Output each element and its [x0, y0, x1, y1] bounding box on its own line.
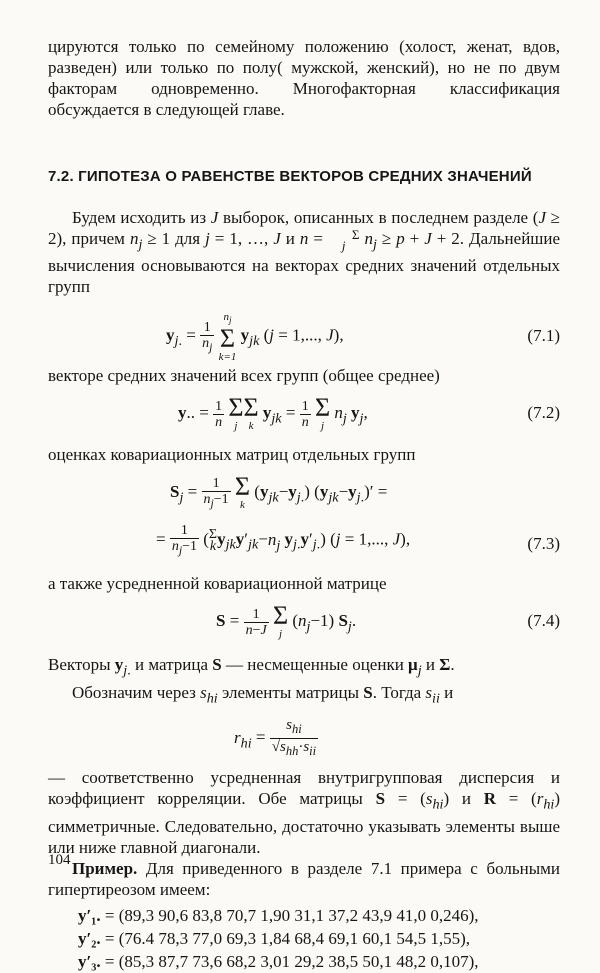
paragraph-7: — соответственно усредненная внутригрупповая дисперсия и коэффициент корреляции. Обе матрицы $S = (s_{hi})$ и $R = (r_{hi})$ симметричные. Следовательно, достаточно указывать элементы выше или ниже главной диагонали. — [48, 768, 561, 857]
vector-row: y′₃. = (85,3 87,7 73,6 68,2 3,01 29,2 38,5 50,1 48,2 0,107), — [78, 951, 479, 971]
vector-list — [48, 904, 560, 973]
correlation-formula: $r_{hi}$ = $\frac{s_{hi}}{√s_{hh}\cdot s_{ii}}$ — [234, 717, 317, 759]
paragraph-2: векторе средних значений всех групп (общее среднее) — [48, 366, 440, 386]
vector-row: y′₂. = (76.4 78,3 77,0 69,3 1,84 68,4 69,1 60,1 54,5 1,55), — [78, 928, 471, 948]
section-heading: 7.2. ГИПОТЕЗА О РАВЕНСТВЕ ВЕКТОРОВ СРЕДНИХ ЗНАЧЕНИЙ — [48, 168, 532, 185]
equation-number: (7.2) — [527, 403, 560, 423]
paragraph-5: Векторы $y_{j.}$ и матрица S — несмещенные оценки $\mu_j$ и Σ. — [48, 655, 455, 679]
vector-row: y′₁. = (89,3 90,6 83,8 70,7 1,90 31,1 37,2 43,9 41,0 0,246), — [78, 905, 479, 925]
equation-7-4: S = $\frac{1}{n-J}$ Σ j $(n_j-1)$ $S_j$. (7.4) — [216, 601, 560, 641]
equation-number: (7.3) — [527, 534, 560, 554]
equation-7-3: $S_j$ = $\frac{1}{n_j-1}$ Σ k $(y_{jk}-y_{j.}) (y_{jk}-y_{j.})'$ = = $\frac{1}{n_j-1}$ (Σ $ky_{jk}y'_{jk}-n_j$ $y_{j.}y'_{j.}$) (j = 1,..., J), (7.3) — [156, 472, 560, 558]
page-content — [48, 36, 560, 973]
example-paragraph: Пример. Для приведенного в разделе 7.1 примера с больными гипертиреозом имеем: — [48, 858, 560, 899]
equation-number: (7.4) — [527, 611, 560, 631]
paragraph-3: оценках ковариационных матриц отдельных групп — [48, 445, 416, 465]
paragraph-1: Будем исходить из J выборок, описанных в последнем разделе (J ≥ 2), причем $n_j \ge 1$ для j = 1, …, J и n = Σ j $n_j \ge p + J + 2$. Дальнейшие вычисления основываются на векторах средних значений отдельных групп — [48, 208, 561, 297]
intro-paragraph: цируются только по семейному положению (холост, женат, вдов, разведен) или только по полу( мужской, женский), но не по двум факторам одновременно. Многофакторная классификация обсуждается в следующей главе. — [48, 37, 560, 119]
paragraph-6: Обозначим через $s_{hi}$ элементы матрицы S. Тогда $s_{ii}$ и — [72, 682, 454, 707]
page-number: 104 — [48, 852, 71, 868]
paragraph-4: а также усредненной ковариационной матрице — [48, 574, 387, 594]
equation-7-1: $y_{j.}$ = $\frac{1}{n_j}$ $n_j$ Σ k=1 $y_{jk}$ (j = 1,..., J), (7.1) — [166, 311, 560, 363]
equation-number: (7.1) — [527, 326, 560, 346]
equation-7-2: y.. = $\frac{1}{n}$ Σ j Σ k $y_{jk}$ = $\frac{1}{n}$ Σ j $n_j$ $y_j$, (7.2) — [178, 393, 560, 433]
